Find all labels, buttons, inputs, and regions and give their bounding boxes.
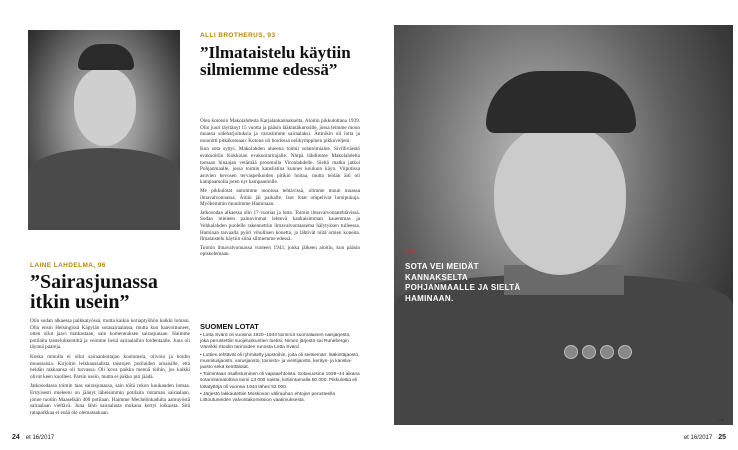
paragraph: Toimin ilmavalvonnassa vuoteen 1943, jonka jälkeen aloitin, kun pääsin opiskelemaan. [200, 244, 360, 258]
portrait-photo-laine [28, 30, 180, 230]
page-number: 25 [718, 434, 726, 441]
page-number: 24 [12, 434, 20, 441]
fact-item: • Lotta Svärd oli vuosina 1920–1944 toiminut suomalainen naisjärjestö, joka perustettiin suojeluskuntien tueksi. Nimen järjestö sai Runebergin Vänrikki Stoolin tarinoiden runosta Lotta Svärd. [200, 333, 351, 351]
photo-cap [486, 71, 636, 133]
fact-box-list [200, 333, 360, 438]
byline-alli: ALLI BROTHERUS, 93 [200, 32, 276, 39]
photo-face [494, 125, 626, 275]
fact-item: • Toimintaan osallistuminen oli vapaaehtoista. Sotavuosina 1939–44 aikana sotarintamalottina toimi 13 000 naista, kotirintamalla 50 000. Pikkulottia eli lottatyttöjä oli vuonna 1944 lähes 52 000. [200, 372, 360, 390]
paragraph: Me pikkulotat autoimme monissa tehtävissä, olimme muun muassa ilmavalvonnassa. Äitini jäi paikalle. Isot lotat ompelivat lumipukuja. Myöhemmin muutimme Haminaan. [200, 187, 360, 208]
headline-alli: ”Ilmataistelu käytiin silmiemme edessä” [200, 43, 351, 79]
medal-icon [600, 345, 614, 359]
issue-label: et 16/2017 [25, 435, 55, 441]
next-page-arrow-icon: → [718, 416, 724, 424]
article-body-laine [30, 318, 190, 438]
byline-laine: LAINE LAHDELMA, 96 [30, 262, 106, 269]
paragraph: Kun sota syttyi, Makolahden alueena toimii sotatoimialue. Sivilliväestö evakuoitiin Kokkolan evakuointirajalle. Nhtpä lähdimme Makolahdelta tomaan hinaajan vetämää proomulla Vironlahdelle. Sieltä matka jatkui Pohjanmaalle, jossa toimin kanslistina kunnes kouluun käyn. Viiputissa asuvien hevosen tervaspeikoiden pitikin hoitaa, mutta teidän äiti oli kampaamolla joten nyt kampaamolle. [200, 146, 360, 186]
paragraph: Jatkosodassa toimin taas sairasjunassa, sain töitä rekon kuukauden lomaa. Erityisesti mieleeni on jäänyt läheisimmin potilaita rintaman sairaalaan, jonne tuotiin Maaselkän 400 potilaan. Haimme Mechelinkadulta aamuyöstä sairaalaan vieltävä. Juna lähti sairaalasta mukana kertyi ioikaista. Sitä rataparkkaa ei enää ole olemassakaan. [30, 383, 190, 416]
paragraph: Olen kotoisin Makolahdesta Karjalankannakselta. Aloitin pikkulottana 1939. Olin juuri täyttänyt 15 vuotta ja pääsin lääkintäkurssille, jossa teimme moon muassa sideharjoituksia ja varustimme sairaalaksi. Äitinikin oli lotta ja muonitti pitkäkotoaan. Kotona oli hoidossa nelikymppinen pikkuveljeni. [200, 118, 360, 144]
quote-mark-icon: ”” [405, 247, 417, 261]
medal-icon [618, 345, 632, 359]
folio-left [12, 434, 54, 441]
medal-icon [564, 345, 578, 359]
paragraph: Olin sodan alkaessa palkkatyössä, mutta kaikin kotiaptyöhön kaikki lomani. Olin ensin Helsingissä Käpylän sotasairaalassa, mutta kun haavoittuneet, otten ollut jaavi matkastaan, sain komennuksen sairasjunaan. Haimme potilaita taisteluhkentiltä ja veimme heitä sairaalaihin loidentaalle. Juna oli täynnä paareja. [30, 318, 190, 351]
fact-item: • Järjestö lakkautettiin Moskovan välirauhan ehtojen perusteella Liittoutuneiden valvontakomission vaatimuksesta. [200, 391, 336, 404]
photo-face [74, 68, 136, 146]
right-page [369, 0, 738, 450]
portrait-photo-alli [394, 25, 733, 425]
paragraph: Koska minulla ei ollut sairaanhoitajan koulutusta, olivoin ja hoidin muussaisia. Kirjoitin leikkaussalista taistojen potilaiden omaisille, että heidän rakkaansa oli turvassa. Oli kova paikka mennä töihin, jos kaikki olivat keen kuolleet. Parsin usein, mutta ei pakko piti jäädä. [30, 353, 190, 380]
fact-item: • Lottien tehtävät oli ryhmitelty jaostoihin, joita oli seitsemän: lääkintäjaosto, muonitusjaosto, varusjaosto, toimisto- ja viestijaosto, keräys- ja kanslia-jaosto sekä kenttälotat. [200, 352, 360, 371]
issue-label: et 16/2017 [683, 435, 713, 441]
photo-coat [28, 148, 180, 230]
headline-laine: ”Sairasjunassa itkin usein” [30, 271, 158, 313]
paragraph: Jatkosodan alkaessa olin 17-vuotias ja lotta. Toimin ilmavalvontatehtävissä. Sodan mieleen painuvinmat lehtevä kaukaisimman kauemmas ja Vehkalahden puolelle rakennettiin ilmavalvontaasema hälytyksen tulleessa. Haminan taivaalla pyöri vihollisen konetta, ja lähtivät niitä omien koneita. Ilmataistelu käytiin siinä silmiemme edessä. [200, 209, 360, 243]
pull-quote: SOTA VEI MEIDÄT KANNAKSELTA POHJANMAALLE JA SIELTÄ HAMINAAN. [405, 262, 521, 303]
fact-box-title: SUOMEN LOTAT [200, 322, 259, 331]
photo-cap [78, 44, 134, 70]
medal-icon [582, 345, 596, 359]
article-body-alli [200, 118, 360, 323]
folio-right [684, 434, 726, 441]
